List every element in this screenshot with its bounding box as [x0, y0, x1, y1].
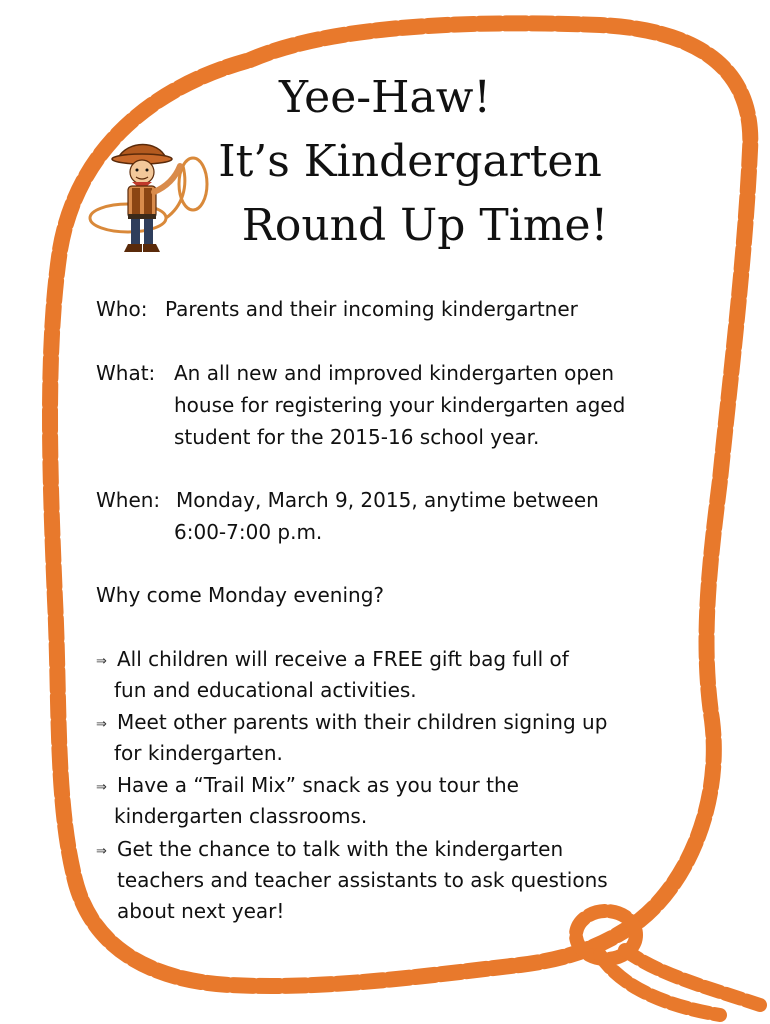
- rope-knot: [576, 911, 760, 1015]
- bullet-4-line-2: teachers and teacher assistants to ask questions: [117, 868, 608, 892]
- why-heading: Why come Monday evening?: [96, 583, 384, 607]
- bullet-1-line-2: fun and educational activities.: [114, 678, 417, 702]
- bullet-4-line-3: about next year!: [117, 899, 285, 923]
- who-label: Who:: [96, 297, 148, 321]
- what-line-2: house for registering your kindergarten aged: [174, 393, 626, 417]
- when-label: When:: [96, 488, 161, 512]
- bullet-arrow-icon: ⇒: [96, 717, 107, 732]
- when-line-2: 6:00-7:00 p.m.: [174, 520, 323, 544]
- bullet-3-line-2: kindergarten classrooms.: [114, 804, 368, 828]
- what-label: What:: [96, 361, 156, 385]
- when-line-1: Monday, March 9, 2015, anytime between: [176, 488, 599, 512]
- what-line-1: An all new and improved kindergarten open: [174, 361, 615, 385]
- bullet-2-line-1: Meet other parents with their children signing up: [117, 710, 608, 734]
- title-line-1: Yee-Haw!: [278, 72, 492, 123]
- bullet-arrow-icon: ⇒: [96, 780, 107, 795]
- bullet-arrow-icon: ⇒: [96, 844, 107, 859]
- cowboy-clipart: [88, 136, 218, 258]
- bullet-3-line-1: Have a “Trail Mix” snack as you tour the: [117, 773, 519, 797]
- bullet-2-line-2: for kindergarten.: [114, 741, 283, 765]
- title-line-2: It’s Kindergarten: [218, 136, 602, 187]
- who-text: Parents and their incoming kindergartner: [165, 297, 578, 321]
- title-line-3: Round Up Time!: [241, 200, 609, 251]
- bullet-1-line-1: All children will receive a FREE gift bag full of: [117, 647, 569, 671]
- bullet-4-line-1: Get the chance to talk with the kindergarten: [117, 837, 564, 861]
- what-line-3: student for the 2015-16 school year.: [174, 425, 540, 449]
- bullet-arrow-icon: ⇒: [96, 654, 107, 669]
